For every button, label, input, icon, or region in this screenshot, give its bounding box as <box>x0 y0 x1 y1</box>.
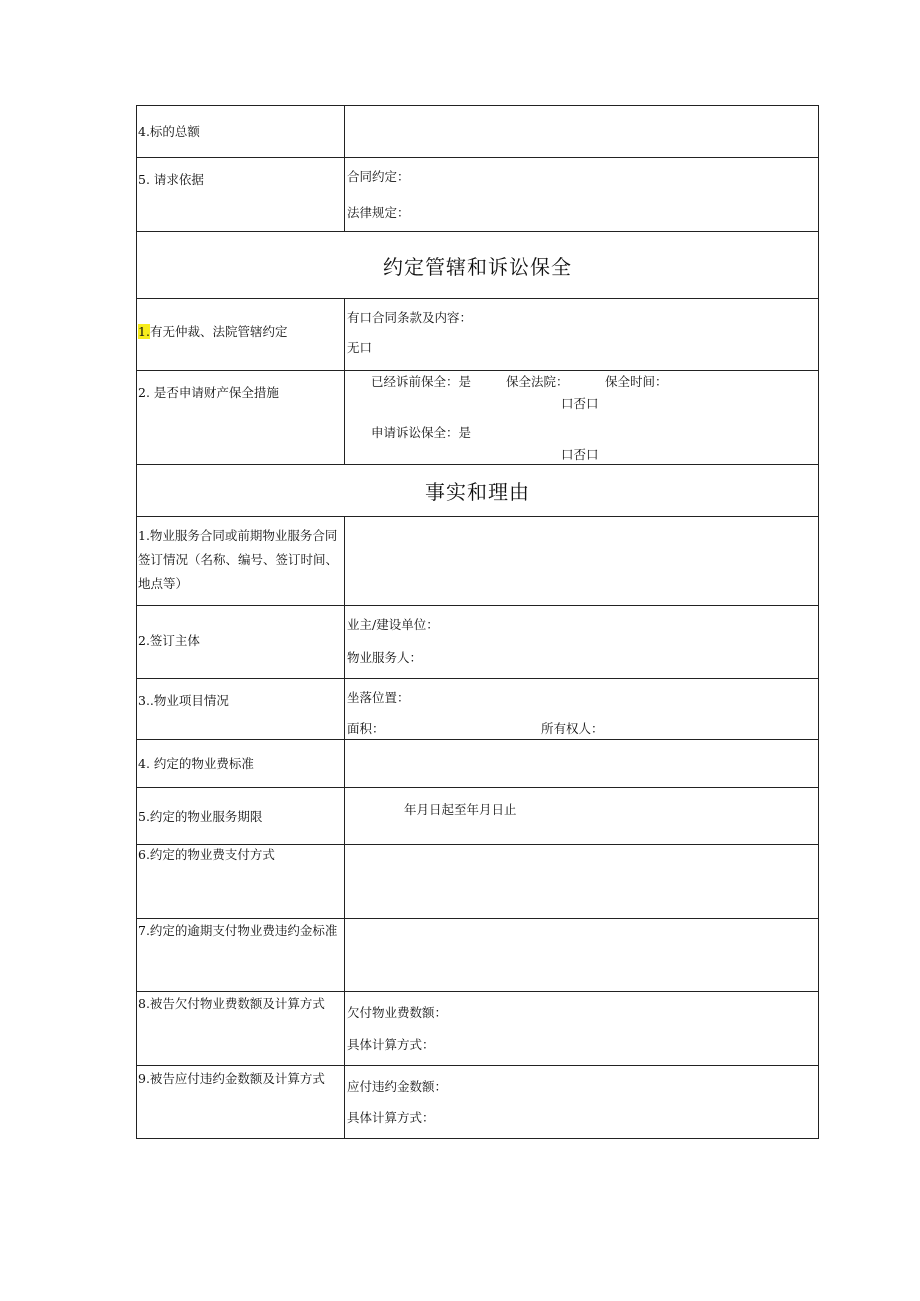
row-arrears-amount <box>137 992 818 1066</box>
no-agreement-option[interactable]: 无口 <box>347 340 373 355</box>
penalty-amount-text: 应付违约金数额： <box>347 1079 448 1094</box>
arrears-amount-text: 欠付物业费数额： <box>347 1005 448 1020</box>
row-label: 1.物业服务合同或前期物业服务合同签订情况（名称、编号、签订时间、地点等） <box>138 528 339 591</box>
section-header-facts <box>137 465 818 517</box>
location-text: 坐落位置： <box>347 690 410 705</box>
label-cell <box>137 371 345 464</box>
row-property-preservation <box>137 371 818 465</box>
preservation-time-text: 保全时间： <box>605 374 668 389</box>
yes-no-options[interactable]: 口否口 <box>561 447 599 462</box>
label-cell <box>137 845 345 918</box>
contract-agreement-text: 合同约定： <box>347 169 410 184</box>
row-contract-signing <box>137 517 818 606</box>
row-label: 8.被告欠付物业费数额及计算方式 <box>138 996 325 1011</box>
label-cell <box>137 788 345 844</box>
row-arbitration-agreement <box>137 299 818 371</box>
value-cell[interactable] <box>345 158 818 231</box>
highlighted-number: 1. <box>138 324 150 339</box>
value-cell[interactable] <box>345 740 818 787</box>
row-label: 1.有无仲裁、法院管辖约定 <box>138 324 288 339</box>
row-penalty-amount <box>137 1066 818 1138</box>
row-late-penalty-standard <box>137 919 818 992</box>
row-label: 2.签订主体 <box>138 633 200 648</box>
label-cell <box>137 1066 345 1138</box>
row-label: 2. 是否申请财产保全措施 <box>138 385 279 400</box>
pre-litigation-preservation-text: 已经诉前保全：是 <box>371 374 472 389</box>
label-cell <box>137 740 345 787</box>
label-cell <box>137 606 345 678</box>
row-service-period <box>137 788 818 845</box>
value-cell[interactable] <box>345 679 818 739</box>
period-text: 年月日起至年月日止 <box>404 802 517 817</box>
row-label: 5. 请求依据 <box>138 172 204 187</box>
preservation-court-text: 保全法院： <box>506 374 569 389</box>
owner-text: 所有权人： <box>541 721 604 736</box>
label-cell <box>137 517 345 605</box>
yes-no-options[interactable]: 口否口 <box>561 396 599 411</box>
label-cell <box>137 992 345 1065</box>
row-signing-parties <box>137 606 818 679</box>
value-cell[interactable] <box>345 299 818 370</box>
service-provider-text: 物业服务人： <box>347 650 423 665</box>
label-cell <box>137 158 345 231</box>
value-cell[interactable] <box>345 1066 818 1138</box>
section-title: 事实和理由 <box>425 480 530 504</box>
value-cell[interactable] <box>345 517 818 605</box>
has-agreement-option[interactable]: 有口合同条款及内容： <box>347 310 473 325</box>
row-label: 9.被告应付违约金数额及计算方式 <box>138 1071 325 1086</box>
row-payment-method <box>137 845 818 919</box>
row-project-info <box>137 679 818 740</box>
value-cell[interactable] <box>345 606 818 678</box>
value-cell[interactable] <box>345 788 818 844</box>
row-label: 7.约定的逾期支付物业费违约金标准 <box>138 923 338 938</box>
row-claim-basis <box>137 158 818 232</box>
value-cell[interactable] <box>345 845 818 918</box>
label-cell <box>137 679 345 739</box>
section-header-jurisdiction <box>137 232 818 299</box>
row-label: 4. 约定的物业费标准 <box>138 756 254 771</box>
row-label: 6.约定的物业费支付方式 <box>138 847 275 862</box>
row-fee-standard <box>137 740 818 788</box>
calculation-method-text: 具体计算方式： <box>347 1110 435 1125</box>
complaint-form-table <box>136 105 819 1139</box>
label-cell <box>137 919 345 991</box>
value-cell[interactable] <box>345 371 818 464</box>
value-cell[interactable] <box>345 919 818 991</box>
row-claim-total <box>137 106 818 158</box>
label-cell <box>137 106 345 157</box>
value-cell[interactable] <box>345 106 818 157</box>
row-label: 4.标的总额 <box>138 124 200 139</box>
section-title: 约定管辖和诉讼保全 <box>383 254 572 279</box>
litigation-preservation-text: 申请诉讼保全：是 <box>371 425 472 440</box>
area-text: 面积： <box>347 721 385 736</box>
value-cell[interactable] <box>345 992 818 1065</box>
owner-unit-text: 业主/建设单位： <box>347 617 439 632</box>
row-label: 5.约定的物业服务期限 <box>138 809 263 824</box>
label-cell <box>137 299 345 370</box>
legal-provision-text: 法律规定： <box>347 205 410 220</box>
calculation-method-text: 具体计算方式： <box>347 1037 435 1052</box>
row-label: 3..物业项目情况 <box>138 693 229 708</box>
